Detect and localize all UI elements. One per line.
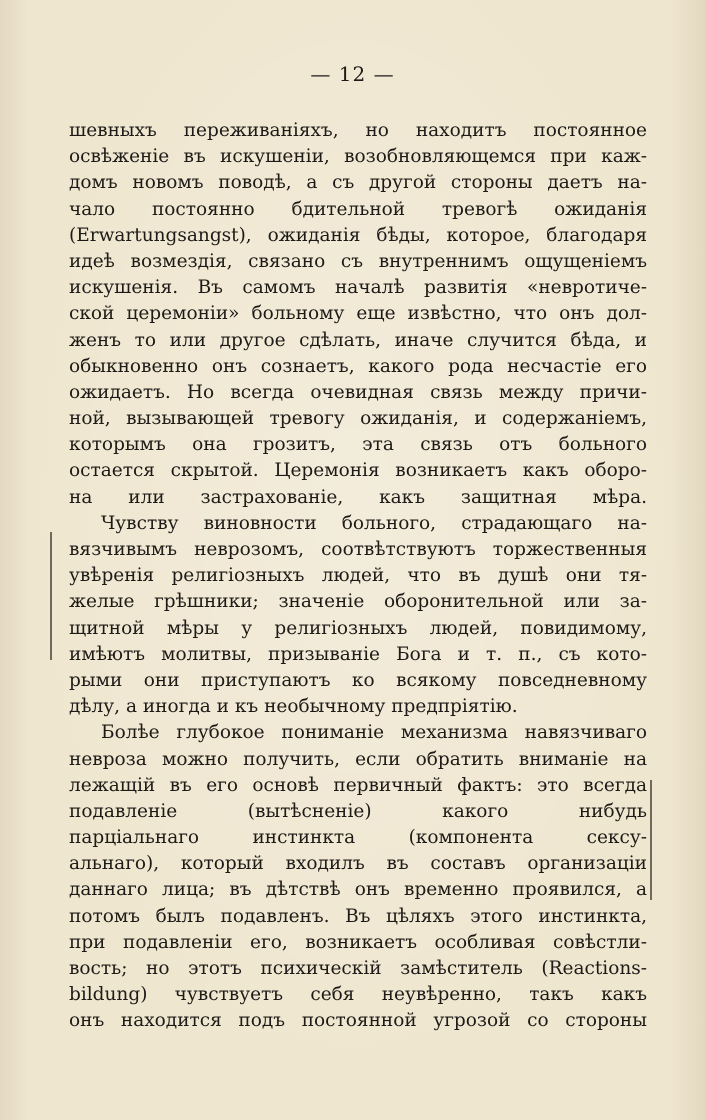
text-line: имѣютъ молитвы, призываніе Бога и т. п., съ кото- <box>69 643 647 665</box>
text-line: потомъ былъ подавленъ. Въ цѣляхъ этого инстинкта, <box>69 905 647 927</box>
text-line: увѣренія религіозныхъ людей, что въ душѣ они тя- <box>69 565 647 587</box>
text-line: Болѣе глубокое пониманіе механизма навязчиваго <box>101 722 647 744</box>
text-line: ожидаетъ. Но всегда очевидная связь между причи- <box>69 381 647 403</box>
text-line: невроза можно получить, если обратить вниманіе на <box>69 748 647 770</box>
page-number: — 12 — <box>310 62 395 86</box>
text-line: ной, вызывающей тревогу ожиданія, и содержаніемъ, <box>69 408 647 430</box>
text-line: онъ находится подъ постоянной угрозой со стороны <box>69 1010 647 1032</box>
text-line: чало постоянно бдительной тревогѣ ожиданія <box>69 198 647 220</box>
text-line: идеѣ возмездія, связано съ внутреннимъ ощущеніемъ <box>69 250 647 272</box>
text-line: парціальнаго инстинкта (компонента сексу- <box>69 827 647 849</box>
text-line: женъ то или другое сдѣлать, иначе случится бѣда, и <box>69 329 647 351</box>
text-line: остается скрытой. Церемонія возникаетъ какъ оборо- <box>69 460 647 482</box>
text-line: альнаго), который входилъ въ составъ организаціи <box>69 853 647 875</box>
text-line: вязчивымъ неврозомъ, соотвѣтствуютъ торжественныя <box>69 539 647 560</box>
text-line: вость; но этотъ психическій замѣститель (Reactions- <box>69 958 647 979</box>
text-line: щитной мѣры у религіозныхъ людей, повидимому, <box>69 617 647 639</box>
text-line: Чувству виновности больного, страдающаго на- <box>101 512 647 534</box>
text-line: рыми они приступаютъ ко всякому повседневному <box>69 669 647 691</box>
text-line: подавленіе (вытѣсненіе) какого нибудь <box>69 800 647 822</box>
text-line: шевныхъ переживаніяхъ, но находитъ постоянное <box>69 120 647 141</box>
text-line: bildung) чувствуетъ себя неувѣренно, такъ какъ <box>69 984 647 1006</box>
text-line: освѣженіе въ искушеніи, возобновляющемся при каж- <box>69 146 647 168</box>
margin-pencil-mark <box>50 532 52 660</box>
text-line: даннаго лица; въ дѣтствѣ онъ временно проявился, а <box>69 879 647 901</box>
text-line: желые грѣшники; значеніе оборонительной или за- <box>69 591 647 613</box>
text-line: которымъ она грозитъ, эта связь отъ больного <box>69 434 647 456</box>
text-line: (Erwartungsangst), ожиданія бѣды, которое, благодаря <box>69 224 647 246</box>
text-line: обыкновенно онъ сознаетъ, какого рода несчастіе его <box>69 355 647 377</box>
text-line: искушенія. Въ самомъ началѣ развитія «невротиче- <box>69 277 647 299</box>
text-line: домъ новомъ поводѣ, а съ другой стороны даетъ на- <box>69 172 647 194</box>
text-line: при подавленіи его, возникаетъ особливая совѣстли- <box>69 931 647 953</box>
text-line: ской церемоніи» больному еще извѣстно, что онъ дол- <box>69 303 647 325</box>
text-line: дѣлу, а иногда и къ необычному предпріятію. <box>69 696 518 718</box>
text-line: на или застрахованіе, какъ защитная мѣра. <box>69 486 647 508</box>
margin-pencil-mark <box>650 780 652 900</box>
body-text <box>69 118 647 1035</box>
text-line: лежащій въ его основѣ первичный фактъ: это всегда <box>69 774 647 796</box>
